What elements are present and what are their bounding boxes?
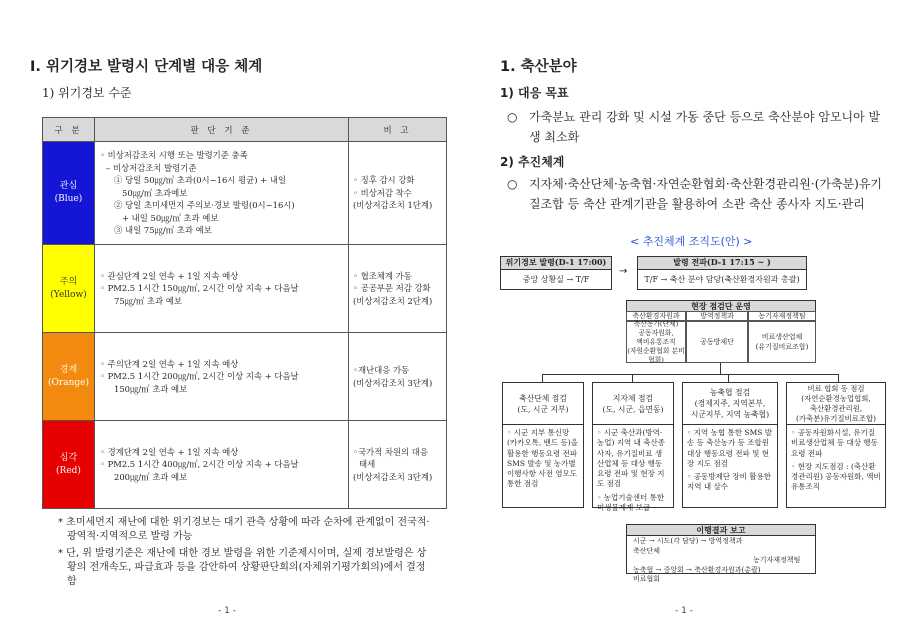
report-line: 농기자재정책팀 bbox=[753, 556, 801, 564]
level-blue bbox=[43, 142, 95, 245]
note-line: ◦ 비상저감 착수 bbox=[353, 187, 412, 198]
note-line: (비상저감조치 1단계) bbox=[353, 200, 433, 211]
note-line: (비상저감조치 3단계) bbox=[353, 377, 433, 388]
criteria-line: 50㎍/㎥ 초과예보 bbox=[122, 187, 188, 198]
level-yellow bbox=[43, 245, 95, 333]
ops-cell: 공동방제단 bbox=[686, 321, 748, 363]
circle-bullet-icon: ○ bbox=[507, 110, 518, 124]
branch-item: ◦ 시군 축산과(방역·농업) 지역 내 축산종사자, 유기질비료 생산업체 등 대상 행동요령 전파 및 현장 지도 점검 bbox=[597, 428, 666, 489]
header-category: 구 분 bbox=[43, 118, 95, 142]
circle-bullet-icon: ○ bbox=[507, 177, 518, 191]
note-line: ◦ 공공부문 저감 강화 bbox=[353, 283, 431, 294]
header-criteria: 판 단 기 준 bbox=[95, 118, 349, 142]
criteria-cell bbox=[95, 245, 349, 333]
branch-title: 지자체 점검 (도, 시군, 읍면동) bbox=[593, 383, 673, 425]
footnote: * 초미세먼지 재난에 대한 위기경보는 대기 관측 상황에 따라 순차에 관계없이 전국적·광역적·지역적으로 발령 가능 bbox=[58, 517, 430, 543]
branch-title: 축산단체 점검 (도, 시군 지부) bbox=[503, 383, 583, 425]
note-line: ◦ 협조체계 가동 bbox=[353, 270, 412, 281]
criteria-line: ◦ 비상저감조치 시행 또는 발령기준 충족 bbox=[100, 149, 248, 160]
branch-item: ◦ 공동자원화시설, 유기질비료생산업체 등 대상 행동요령 전파 bbox=[791, 428, 878, 458]
report-line: 비료협회 bbox=[633, 575, 661, 583]
box-title: 현장 점검단 운영 bbox=[627, 301, 815, 312]
subsection-title: 2) 추진체계 bbox=[500, 155, 565, 169]
box-body: 중앙 상황실 → T/F bbox=[522, 275, 590, 284]
table-row bbox=[43, 333, 447, 421]
level-label-en: (Red) bbox=[56, 465, 81, 476]
branch-item: ◦ 시군 지부 통신망(카카오톡, 밴드 등)을 활용한 행동요령 전파 SMS 발송 및 농가별 이행사항 사전 염모도 통한 점검 bbox=[507, 428, 578, 489]
criteria-line: ◦ PM2.5 1시간 200㎍/㎥, 2시간 이상 지속 + 다음날 bbox=[100, 371, 299, 382]
note-line: ◦재난대응 가동 bbox=[353, 364, 410, 375]
criteria-cell bbox=[95, 333, 349, 421]
paragraph bbox=[507, 107, 882, 147]
branch-local-government bbox=[592, 382, 674, 513]
ops-col-header: 방역정책과 bbox=[686, 311, 748, 321]
alert-issuance-box bbox=[500, 256, 612, 290]
level-label-en: (Orange) bbox=[48, 377, 89, 388]
report-body bbox=[627, 536, 815, 586]
level-red bbox=[43, 421, 95, 509]
report-line: 농축협 → 중앙회 → 축산환경자원과(총괄) bbox=[633, 565, 761, 574]
criteria-cell bbox=[95, 421, 349, 509]
branch-item: ◦ 농업기술센터 통한 미생물제제 보급 bbox=[597, 492, 665, 513]
branch-title: 농축협 점검 (경제지주, 지역본부, 시군지부, 지역 농축협) bbox=[683, 383, 777, 425]
criteria-line: 200㎍/㎥ 초과 예보 bbox=[114, 471, 188, 482]
note-line: ◦ 징후 감시 강화 bbox=[353, 175, 415, 186]
branch-nonghyup bbox=[682, 382, 778, 508]
level-label: 관심 bbox=[59, 181, 78, 191]
connector-line bbox=[720, 363, 721, 374]
branch-livestock-association bbox=[502, 382, 584, 508]
alert-level-table bbox=[42, 117, 447, 509]
connector-line bbox=[542, 374, 838, 375]
paragraph-text: 가축분뇨 관리 강화 및 시설 가동 중단 등으로 축산분야 암모니아 발생 최소화 bbox=[529, 110, 881, 144]
notes-cell bbox=[349, 421, 447, 509]
paragraph bbox=[507, 174, 882, 214]
box-body: T/F → 축산 분야 담당(축산환경자원과 총괄) bbox=[644, 275, 800, 284]
note-line: (비상저감조치 3단계) bbox=[353, 471, 433, 482]
level-label-en: (Blue) bbox=[54, 194, 83, 204]
connector-line bbox=[542, 374, 543, 382]
box-title: 위기경보 발령(D-1 17:00) bbox=[501, 257, 611, 270]
criteria-line: – 비상저감조치 발령기준 bbox=[106, 162, 197, 173]
level-label-en: (Yellow) bbox=[50, 289, 87, 300]
notes-cell bbox=[349, 245, 447, 333]
branch-item: ◦ 지역 농협 통한 SMS 발송 등 축산농가 등 조합원 대상 행동요령 전파 및 현장 지도 점검 bbox=[687, 428, 773, 468]
table-row bbox=[43, 245, 447, 333]
box-title: 이행결과 보고 bbox=[627, 525, 815, 536]
level-label: 경계 bbox=[59, 364, 78, 375]
criteria-line: 150㎍/㎥ 초과 예보 bbox=[114, 383, 188, 394]
subsection-title: 1) 대응 목표 bbox=[500, 86, 569, 100]
note-line: ◦국가적 차원의 대응 bbox=[353, 446, 428, 457]
notes-cell bbox=[349, 333, 447, 421]
level-orange bbox=[43, 333, 95, 421]
connector-line bbox=[728, 374, 729, 382]
criteria-line: ② 당일 초미세먼지 주의보·경보 발령(0시~16시) bbox=[114, 200, 295, 211]
footnote: * 단, 위 발령기준은 재난에 대한 경보 발령을 위한 기준제시이며, 실제 경보발령은 상황의 전개속도, 파급효과 등을 감안하여 상황판단회의(자체위기평가회의)에서 결정함 bbox=[58, 548, 427, 588]
connector-line bbox=[632, 374, 633, 382]
section-title: 1. 축산분야 bbox=[500, 59, 577, 75]
ops-cell: 비료생산업체 (유기질비료조합) bbox=[748, 321, 816, 363]
page-number: - 1 - bbox=[218, 606, 236, 616]
ops-col-header: 농기자재정책팀 bbox=[748, 311, 816, 321]
criteria-line: + 내일 50㎍/㎥ 초과 예보 bbox=[122, 212, 219, 223]
branch-item: ◦ 공동방제단 장비 활용한 지역 내 살수 bbox=[687, 472, 772, 492]
criteria-line: ① 당일 50㎍/㎥ 초과(0시~16시 평균) + 내일 bbox=[114, 175, 287, 186]
subsection-title: 1) 위기경보 수준 bbox=[42, 86, 132, 100]
propagation-box bbox=[637, 256, 807, 290]
level-label: 심각 bbox=[59, 452, 78, 463]
table-row bbox=[43, 421, 447, 509]
criteria-line: 75㎍/㎥ 초과 예보 bbox=[114, 295, 182, 306]
criteria-line: ◦ 경계단계 2일 연속 + 1일 지속 예상 bbox=[100, 446, 239, 457]
ops-cell: 축산농가(단체) 공동자원화, 액비유통조직 (자원순환협회 분비협회) bbox=[627, 319, 685, 364]
criteria-cell bbox=[95, 142, 349, 245]
ops-col-header: 축산환경자원과 bbox=[626, 311, 686, 321]
notes-cell bbox=[349, 142, 447, 245]
arrow-right-icon: → bbox=[619, 266, 628, 277]
level-label: 주의 bbox=[59, 276, 78, 287]
criteria-line: ◦ 관심단계 2일 연속 + 1일 지속 예상 bbox=[100, 270, 239, 281]
report-box bbox=[626, 524, 816, 583]
table-header-row bbox=[43, 118, 447, 142]
box-title: 발령 전파(D-1 17:15 ~ ) bbox=[638, 257, 806, 270]
branch-title: 비료 협회 등 점검 (자연순환경농업협회, 축산환경관리원, (가축분)유기질비료조합) bbox=[787, 383, 885, 425]
criteria-line: ③ 내일 75㎍/㎥ 초과 예보 bbox=[114, 225, 212, 236]
report-line: 축산단체 bbox=[633, 546, 661, 555]
connector-line bbox=[838, 374, 839, 382]
header-notes: 비 고 bbox=[349, 118, 447, 142]
section-title: Ⅰ. 위기경보 발령시 단계별 대응 체계 bbox=[30, 59, 263, 75]
org-chart-caption: < 추진체계 조직도(안) > bbox=[630, 235, 753, 248]
table-row bbox=[43, 142, 447, 245]
branch-fertilizer-association bbox=[786, 382, 886, 508]
paragraph-text: 지자체·축산단체·농축협·자연순환협회·축산환경관리원·(가축분)유기질조합 등 축산 관계기관을 활용하여 소관 축산 종사자 지도·관리 bbox=[529, 177, 883, 211]
report-line: 시군 → 시도(각 담당) → 방역정책과 bbox=[633, 537, 743, 545]
criteria-line: ◦ 주의단계 2일 연속 + 1일 지속 예상 bbox=[100, 358, 239, 369]
note-line: 태세 bbox=[359, 459, 376, 470]
criteria-line: ◦ PM2.5 1시간 150㎍/㎥, 2시간 이상 지속 + 다음날 bbox=[100, 283, 299, 294]
page-number: - 1 - bbox=[675, 606, 693, 616]
criteria-line: ◦ PM2.5 1시간 400㎍/㎥, 2시간 이상 지속 + 다음날 bbox=[100, 459, 299, 470]
branch-item: ◦ 현장 지도점검 : (축산환경관리원) 공동자원화, 액비유통조직 bbox=[791, 461, 881, 492]
note-line: (비상저감조치 2단계) bbox=[353, 295, 433, 306]
